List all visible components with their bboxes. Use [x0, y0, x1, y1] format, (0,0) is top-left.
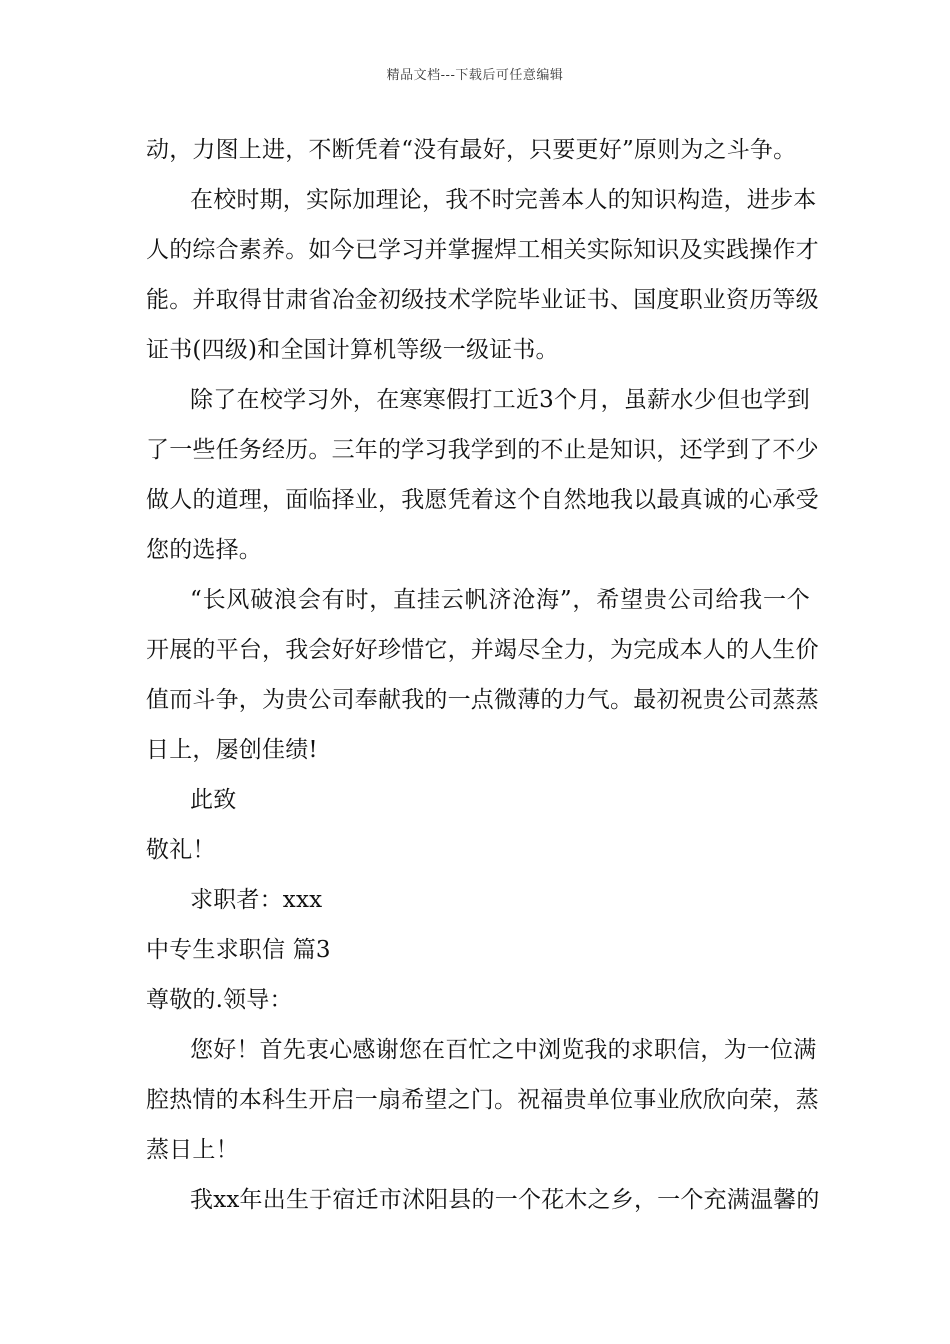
- text-line: “长风破浪会有时，直挂云帆济沧海”，希望贵公司给我一个: [190, 587, 810, 613]
- text-line: 能。并取得甘肃省冶金初级技术学院毕业证书、国度职业资历等级: [146, 287, 819, 313]
- text-line: 我xx年出生于宿迁市沭阳县的一个花木之乡，一个充满温馨的: [190, 1187, 820, 1213]
- text-line: 求职者：xxx: [190, 887, 323, 913]
- page-header: 精品文档---下载后可任意编辑: [386, 68, 564, 83]
- text-line: 在校时期，实际加理论，我不时完善本人的知识构造，进步本: [190, 187, 817, 213]
- text-line: 您好！首先衷心感谢您在百忙之中浏览我的求职信，为一位满: [190, 1037, 817, 1063]
- text-line: 除了在校学习外，在寒寒假打工近3个月，虽薪水少但也学到: [190, 387, 810, 413]
- text-line: 腔热情的本科生开启一扇希望之门。祝福贵单位事业欣欣向荣，蒸: [146, 1087, 819, 1113]
- salutation: 尊敬的.领导：: [146, 987, 293, 1013]
- text-line: 值而斗争，为贵公司奉献我的一点微薄的力气。最初祝贵公司蒸蒸: [146, 687, 819, 713]
- text-line: 蒸日上！: [146, 1137, 239, 1163]
- text-line: 敬礼！: [146, 837, 216, 863]
- text-line: 动，力图上进，不断凭着“没有最好，只要更好”原则为之斗争。: [146, 137, 797, 163]
- text-line: 开展的平台，我会好好珍惜它，并竭尽全力，为完成本人的人生价: [146, 637, 819, 663]
- text-line: 了一些任务经历。三年的学习我学到的不止是知识，还学到了不少: [146, 437, 819, 463]
- section-title: 中专生求职信 篇3: [146, 937, 331, 963]
- text-line: 您的选择。: [146, 537, 262, 563]
- text-line: 此致: [190, 787, 237, 813]
- text-line: 日上，屡创佳绩!: [146, 737, 318, 763]
- text-line: 证书(四级)和全国计算机等级一级证书。: [146, 337, 559, 363]
- document-body: [146, 125, 820, 1225]
- text-line: 做人的道理，面临择业，我愿凭着这个自然地我以最真诚的心承受: [146, 487, 819, 513]
- text-line: 人的综合素养。如今已学习并掌握焊工相关实际知识及实践操作才: [146, 237, 819, 263]
